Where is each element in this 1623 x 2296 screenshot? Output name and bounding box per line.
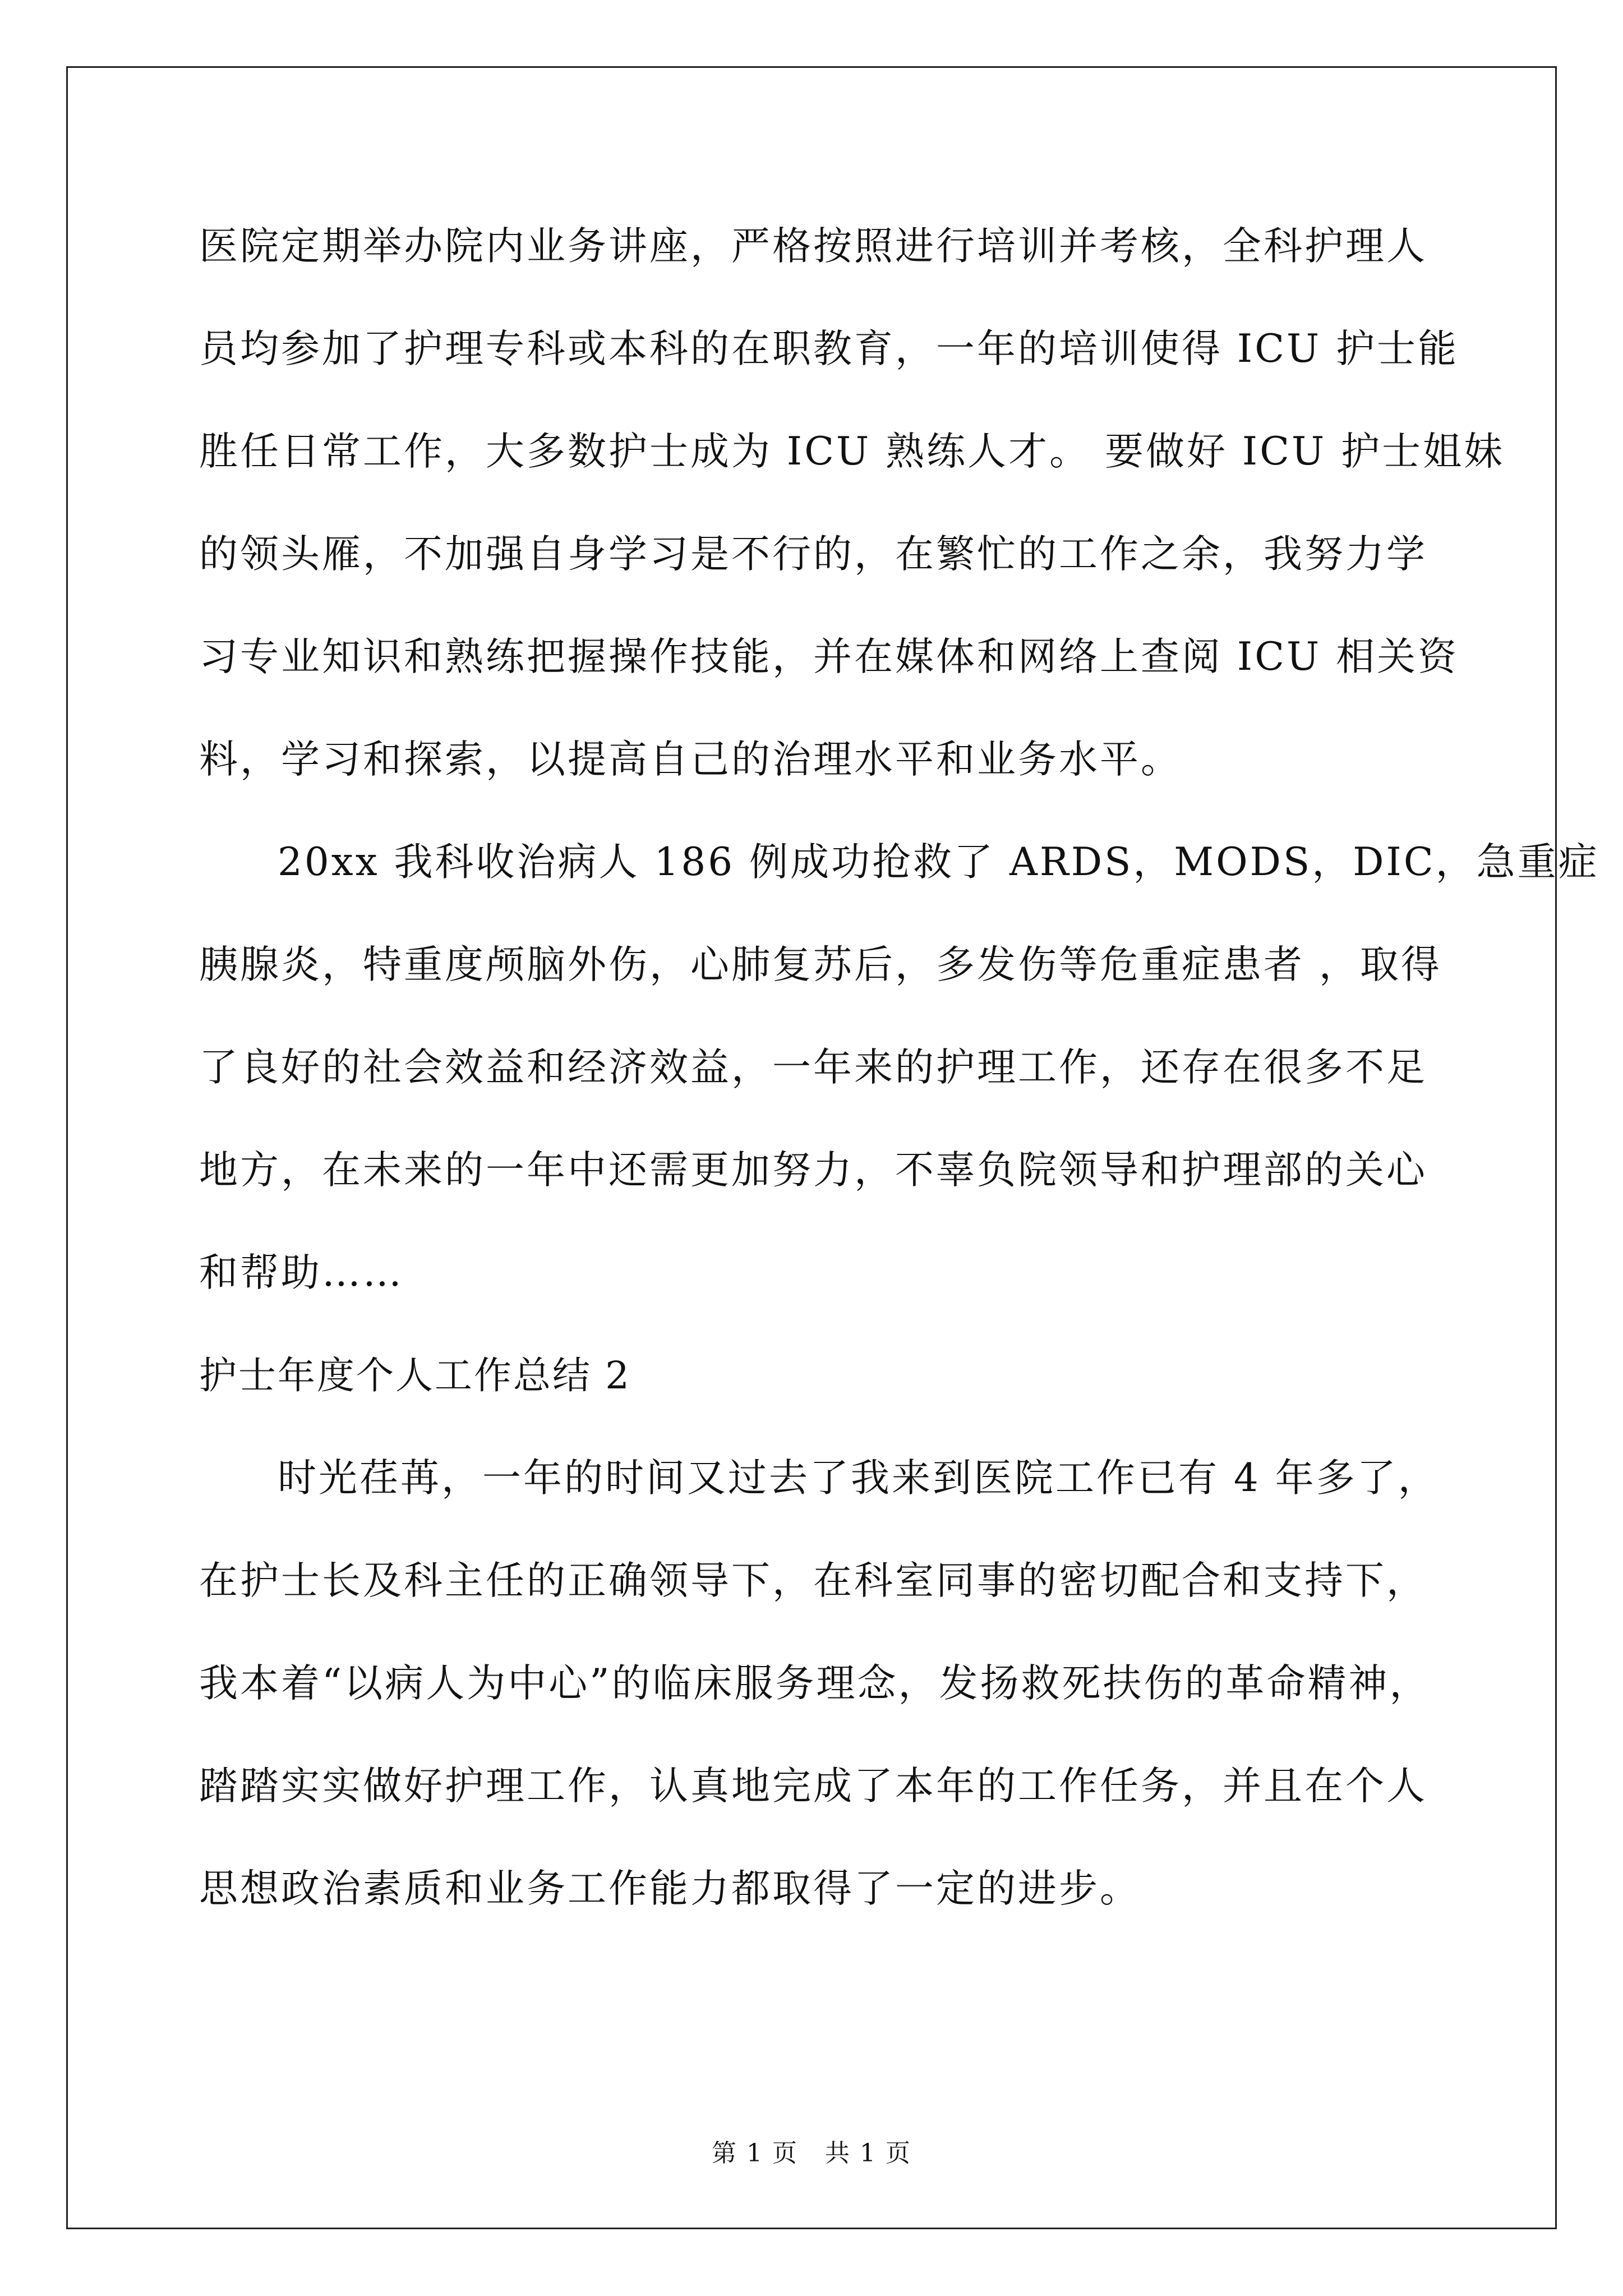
body-line: 员均参加了护理专科或本科的在职教育，一年的培训使得 ICU 护士能 <box>199 326 1459 371</box>
body-line: 我本着“以病人为中心”的临床服务理念，发扬救死扶伤的革命精神， <box>199 1661 1431 1706</box>
body-line: 在护士长及科主任的正确领导下，在科室同事的密切配合和支持下， <box>199 1558 1427 1603</box>
document-body <box>199 219 1599 1964</box>
body-line: 地方，在未来的一年中还需更加努力，不辜负院领导和护理部的关心 <box>199 1148 1427 1193</box>
body-line: 和帮助…… <box>199 1250 404 1295</box>
body-line: 20xx 我科收治病人 186 例成功抢救了 ARDS，MODS，DIC，急重症 <box>278 840 1599 885</box>
page-number-footer: 第 1 页 共 1 页 <box>712 2139 911 2168</box>
body-line: 料，学习和探索，以提高自己的治理水平和业务水平。 <box>199 737 1182 782</box>
body-line: 时光荏苒，一年的时间又过去了我来到医院工作已有 4 年多了， <box>278 1456 1439 1501</box>
body-line: 的领头雁，不加强自身学习是不行的，在繁忙的工作之余，我努力学 <box>199 532 1427 577</box>
body-line: 踏踏实实做好护理工作，认真地完成了本年的工作任务，并且在个人 <box>199 1764 1427 1809</box>
body-line: 习专业知识和熟练把握操作技能，并在媒体和网络上查阅 ICU 相关资 <box>199 634 1459 679</box>
body-line: 胰腺炎，特重度颅脑外伤，心肺复苏后，多发伤等危重症患者 ，取得 <box>199 942 1442 987</box>
body-line: 医院定期举办院内业务讲座，严格按照进行培训并考核，全科护理人 <box>199 224 1427 269</box>
body-line: 思想政治素质和业务工作能力都取得了一定的进步。 <box>199 1866 1141 1911</box>
section-heading: 护士年度个人工作总结 2 <box>199 1354 631 1397</box>
body-line: 胜任日常工作，大多数护士成为 ICU 熟练人才。 要做好 ICU 护士姐妹 <box>199 429 1505 474</box>
body-line: 了良好的社会效益和经济效益，一年来的护理工作，还存在很多不足 <box>199 1045 1427 1090</box>
